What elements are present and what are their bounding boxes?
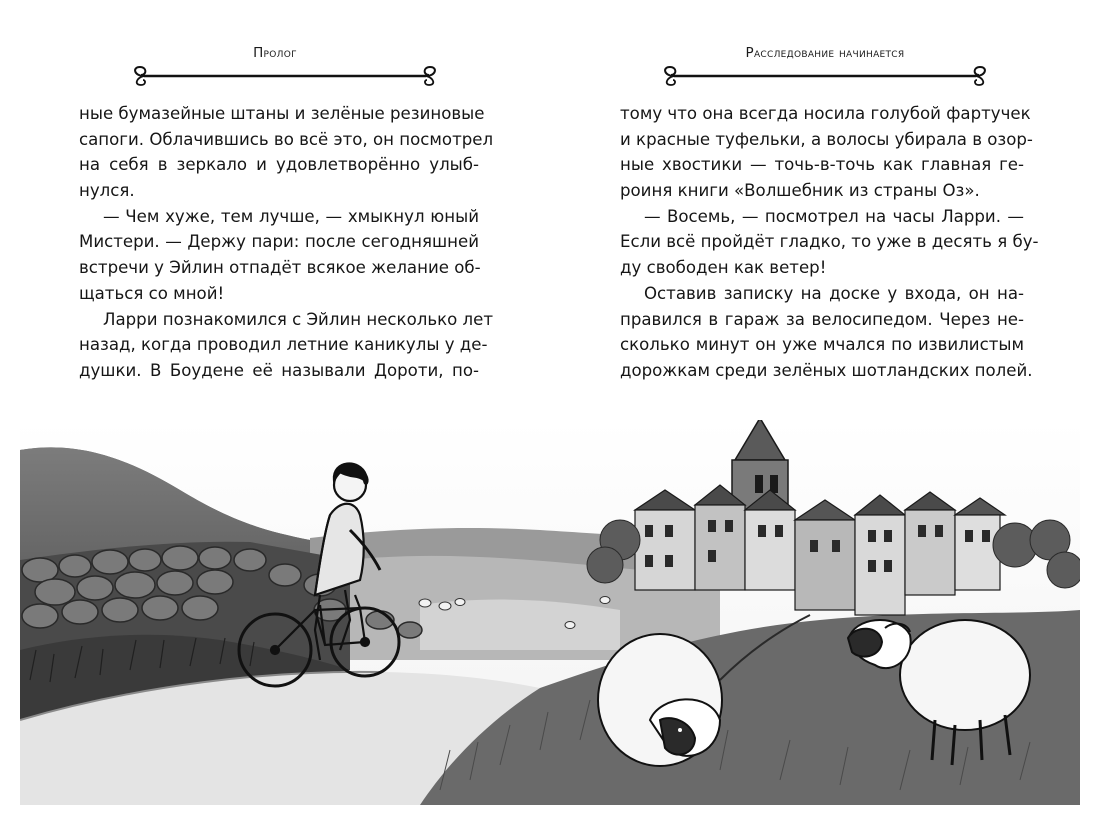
text-line: щаться со мной! [79,283,225,303]
text-line: — Восемь, — посмотрел на часы Ларри. — [644,206,1024,226]
running-header-left: Пролог [253,45,297,61]
text-line: — Чем хуже, тем лучше, — хмыкнул юный [103,206,479,226]
text-line: сколько минут он уже мчался по извилистым [620,335,1024,355]
body-text-left [79,101,494,384]
text-line: Оставив записку на доске у входа, он на- [644,283,1024,303]
text-line: на себя в зеркало и удовлетворённо улыб- [79,155,479,175]
text-line: роиня книги «Волшебник из страны Оз». [620,181,980,201]
text-line: тому что она всегда носила голубой фартучек [620,104,1031,123]
text-line: встречи у Эйлин отпадёт всякое желание об- [79,258,481,278]
text-line: Мистери. — Держу пари: после сегодняшней [79,232,479,252]
text-line: Ларри познакомился с Эйлин несколько лет [103,309,494,329]
text-line: сапоги. Облачившись во всё это, он посмотрел [79,129,494,149]
text-line: ные бумазейные штаны и зелёные резиновые [79,104,485,123]
text-line: ные хвостики — точь-в-точь как главная ге- [620,155,1024,175]
ornament-divider-right [660,64,990,88]
text-line: правился в гараж за велосипедом. Через не- [620,309,1024,329]
boy-on-bicycle-village-sheep-icon [20,420,1080,805]
running-header-right: Расследование начинается [745,45,905,61]
text-line: Если всё пройдёт гладко, то уже в десять я бу- [620,232,1039,252]
text-line: ду свободен как ветер! [620,258,827,278]
text-line: нулся. [79,181,135,201]
sheep-large-left [598,634,722,766]
body-text-right [620,101,1039,384]
ornament-divider-left [130,64,440,88]
text-line: душки. В Боудене её называли Дороти, по- [79,360,479,380]
text-line: дорожкам среди зелёных шотландских полей. [620,360,1033,380]
text-line: и красные туфельки, а волосы убирала в озор- [620,129,1033,149]
text-line: назад, когда проводил летние каникулы у де- [79,335,488,355]
